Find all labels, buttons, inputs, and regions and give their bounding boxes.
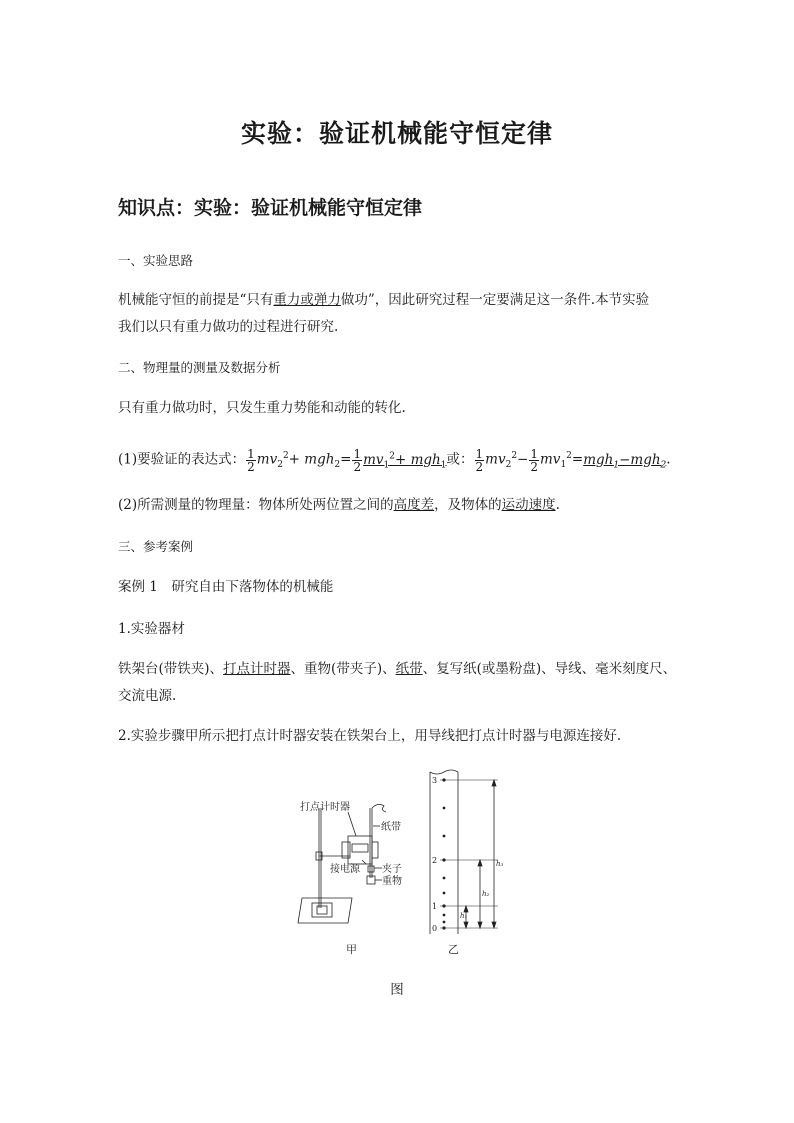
formula-line: (1)要验证的表达式： $\frac{1}{2}$ $mv_2^2+ mgh_2=$ $\frac{1}{2}$ $mv_1^2+ mgh_1$或： $\frac{1}{2}$ $mv_2^2-$ $\frac{1}{2}$ $mv_1^2=mgh_1-mgh_2$. [118,446,671,474]
item-2-text: 2.实验步骤甲所示把打点计时器安装在铁架台上，用导线把打点计时器与电源连接好. [118,728,622,744]
paragraph-2: 只有重力做功时，只发生重力势能和动能的转化. [118,400,406,416]
label-power: 接电源 [330,864,360,875]
underlined-term: 重力或弹力 [273,292,341,308]
label-tape: 纸带 [381,822,401,833]
label-weight: 重物 [382,876,402,887]
page-title: 实验：验证机械能守恒定律 [240,119,553,148]
underlined-expression: $\frac{1}{2}$ $mv_1^2+ mgh_1$ [353,446,447,474]
paragraph-1-line-1: 机械能守恒的前提是“只有重力或弹力做功”，因此研究过程一定要满足这一条件.本节实验 [118,292,650,308]
label-timer: 打点计时器 [300,802,350,813]
paragraph-3: (2)所需测量的物理量：物体所处两位置之间的高度差，及物体的运动速度. [118,497,560,513]
label-jia: 甲 [346,943,357,956]
point-2: 2 [432,856,438,865]
fraction-half: $\frac{1}{2}$ [247,446,255,474]
section-2-title: 二、物理量的测量及数据分析 [118,360,281,375]
tape-yi [430,770,498,934]
paragraph-1-line-2: 我们以只有重力做功的过程进行研究. [118,319,339,335]
label-h3: h₃ [496,860,504,868]
apparatus-figure [290,768,520,958]
section-heading: 知识点：实验：验证机械能守恒定律 [118,197,423,219]
label-clip: 夹子 [382,864,402,875]
case-title: 案例 1 研究自由下落物体的机械能 [118,579,334,595]
point-0: 0 [432,924,438,933]
label-yi: 乙 [448,943,459,956]
section-3-title: 三、参考案例 [118,539,194,554]
point-3: 3 [432,776,438,785]
tape-dot [442,778,445,781]
label-h1: h₁ [460,912,468,920]
underlined-expression-2: mgh$_1$−mgh$_2$ [583,451,667,471]
label-h2: h₂ [482,890,490,898]
equipment-line-2: 交流电源. [118,688,177,704]
equipment-line-1: 铁架台(带铁夹)、打点计时器、重物(带夹子)、纸带、复写纸(或墨粉盘)、导线、毫米刻度尺、 [118,661,677,677]
section-1-title: 一、实验思路 [118,253,194,268]
item-1-title: 1.实验器材 [118,621,185,637]
point-1: 1 [432,902,438,911]
figure-caption: 图 [390,982,404,998]
